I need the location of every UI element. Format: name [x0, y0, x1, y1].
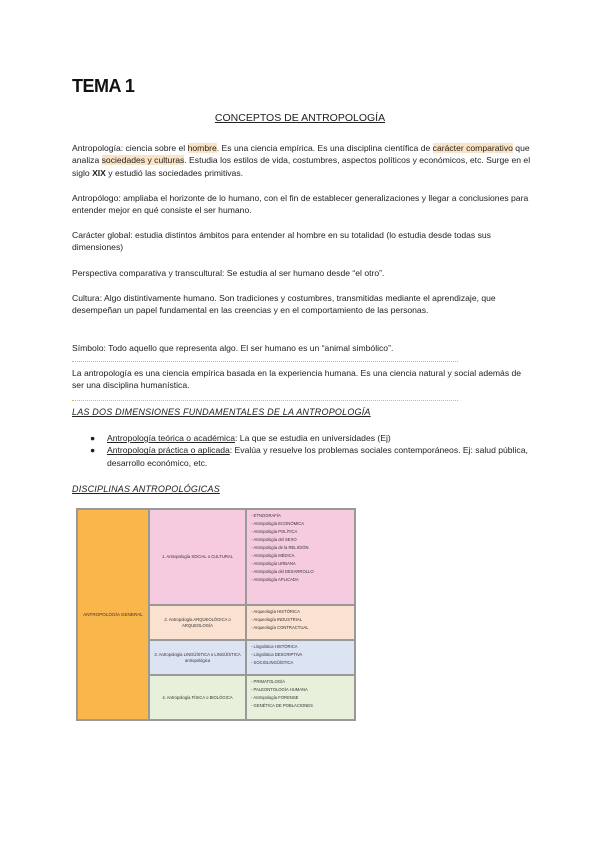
bullet-text: : La que se estudia en universidades (Ej) [235, 433, 391, 443]
diagram-leaf: - Antropología de la RELIGIÓN [251, 545, 309, 550]
diagram-leaf: - PRIMATOLOGÍA [251, 679, 286, 684]
highlight-hombre: hombre [187, 143, 217, 153]
diagram-leaf: - Arqueología CONTRACTUAL [251, 625, 309, 630]
bullet-link: Antropología práctica o aplicada [107, 445, 230, 456]
diagram-leaf: - Arqueología INDUSTRIAL [251, 617, 302, 622]
dotted-divider [72, 361, 458, 362]
bullet-text: : Evalúa y resuelve los problemas sociales contemporáneos. Ej: salud pública, desarrollo económico, etc. [107, 445, 528, 468]
bullet-link: Antropología teórica o académica [107, 433, 236, 443]
text-run: que analiza [72, 143, 530, 166]
highlight-sociedades-culturas: sociedades y culturas [101, 155, 185, 166]
diagram-leaf: - GENÉTICA DE POBLACIONES [251, 703, 313, 708]
diagram-leaf: - Antropología POLÍTICA [251, 529, 298, 534]
diagram-leaf: - Antropología URBANA [251, 561, 296, 566]
text-run: . Estudia los estilos de vida, costumbres, aspectos políticos y económicos, etc. Surge en el siglo [72, 155, 531, 178]
section-heading-dimensiones: LAS DOS DIMENSIONES FUNDAMENTALES DE LA ANTROPOLOGÍA [72, 407, 371, 417]
paragraph-antropologia [72, 142, 532, 179]
paragraph-cultura: Cultura: Algo distintivamente humano. Son tradiciones y costumbres, transmitidas mediante el aprendizaje, que desempeñan un papel fundamental en las creencias y en el comportamiento de las personas. [72, 293, 496, 316]
diagram-leaves-linguistica [246, 640, 355, 675]
bold-siglo: XIX [92, 167, 106, 178]
diagram-leaves-fisica [246, 675, 355, 720]
diagram-root-node: ANTROPOLOGÍA GENERAL [77, 509, 149, 720]
diagram-leaf: - Lingüística HISTÓRICA [251, 644, 298, 649]
paragraph-caracter-global: Carácter global: estudia distintos ámbitos para entender al hombre en su totalidad (lo estudia desde todas sus dimensiones) [72, 230, 491, 253]
section-heading-disciplinas: DISCIPLINAS ANTROPOLÓGICAS [72, 484, 220, 494]
text-run: y estudió las sociedades primitivas. [105, 167, 244, 178]
diagram-leaf: - Antropología del DESARROLLO [251, 569, 314, 574]
diagram-branch-social: 1. Antropología SOCIAL o CULTURAL [149, 509, 246, 605]
diagram-leaf: - Lingüística DESCRIPTIVA [251, 652, 303, 657]
text-run: Antropología: ciencia sobre el [72, 143, 188, 153]
diagram-leaf: - PALEONTOLOGÍA HUMANA [251, 687, 308, 692]
paragraph-ciencia: La antropología es una ciencia empírica basada en la experiencia humana. Es una ciencia natural y social además de ser una disciplina humanística. [72, 368, 522, 391]
list-item [90, 444, 530, 469]
paragraph-simbolo: Símbolo: Todo aquello que representa algo. El ser humano es un “animal simbólico”. [72, 343, 394, 353]
diagram-leaf: - SOCIOLINGÜÍSTICA [251, 660, 294, 665]
diagram-branch-fisica: 4. Antropología FÍSICA o BIOLÓGICA [149, 675, 246, 720]
diagram-leaf: - ETNOGRAFÍA [251, 513, 281, 518]
page-title: TEMA 1 [72, 76, 135, 96]
paragraph-antropologo: Antropólogo: ampliaba el horizonte de lo humano, con el fin de establecer generalizaciones y llegar a conclusiones para entender mejor en qué consiste el ser humano. [72, 193, 529, 216]
bullet-list [90, 432, 530, 469]
dotted-divider [72, 400, 458, 401]
bullet-dot-icon: ● [90, 433, 96, 443]
page-subtitle: CONCEPTOS DE ANTROPOLOGÍA [214, 112, 386, 124]
diagram-leaf: - Antropología del SEXO [251, 537, 297, 542]
diagram-leaves-arqueologica [246, 605, 355, 640]
diagram-leaf: - Antropología APLICADA [251, 577, 299, 582]
disciplines-diagram [76, 508, 356, 721]
diagram-leaf: - Antropología MÉDICA [251, 553, 295, 558]
list-item [90, 432, 530, 444]
diagram-leaves-social [246, 509, 355, 605]
diagram-leaf: - Arqueología HISTÓRICA [251, 609, 300, 614]
highlight-caracter-comparativo: carácter comparativo [432, 143, 513, 153]
bullet-dot-icon: ● [90, 445, 96, 456]
diagram-leaf: - Antropología FORENSE [251, 695, 299, 700]
diagram-branch-arqueologica: 2. Antropología ARQUEOLÓGICA o ARQUEOLOGÍA [149, 605, 246, 640]
diagram-leaf: - Antropología ECONÓMICA [251, 521, 305, 526]
paragraph-perspectiva: Perspectiva comparativa y transcultural: Se estudia al ser humano desde “el otro”. [72, 268, 385, 278]
text-run: . Es una ciencia empírica. Es una disciplina científica de [216, 143, 433, 153]
diagram-branch-linguistica: 3. Antropología LINGÜÍSTICA o LINGÜÍSTICA antropológica [149, 640, 246, 675]
